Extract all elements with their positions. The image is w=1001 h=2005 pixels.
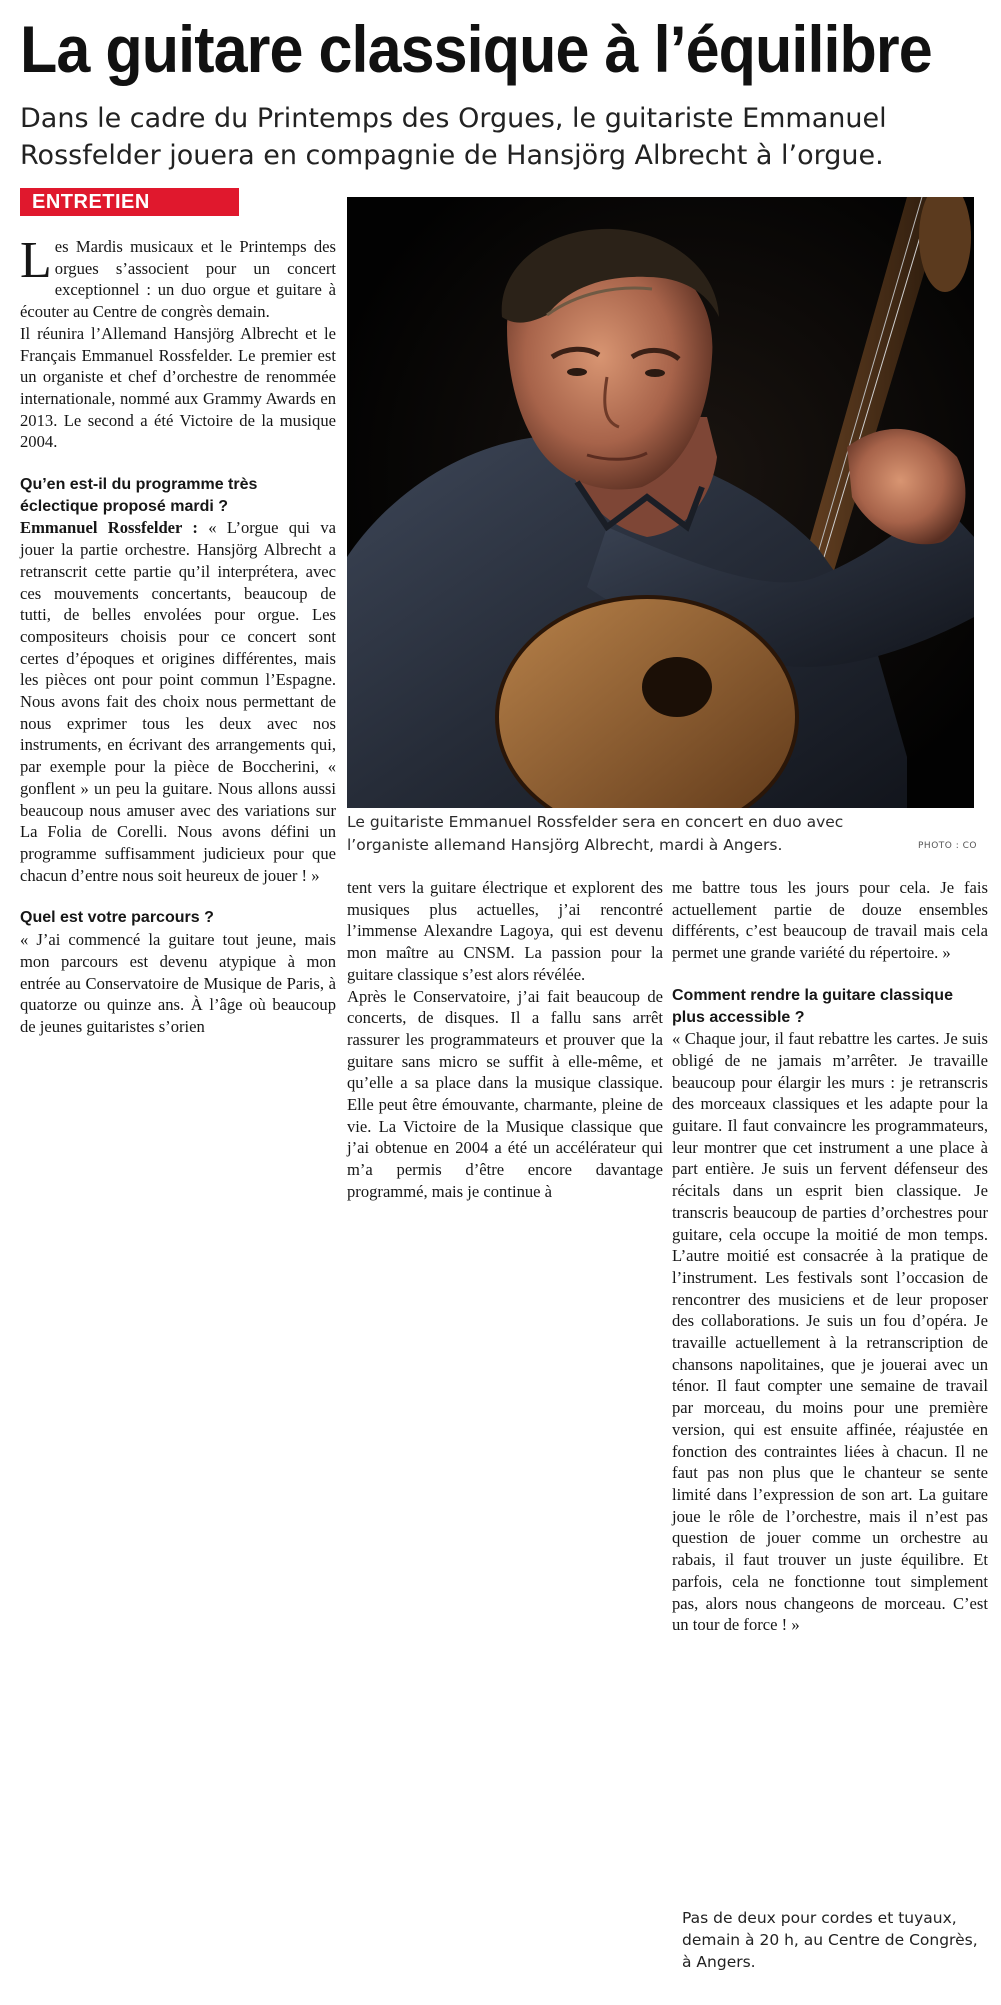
- article-photo: [347, 197, 974, 808]
- event-info: Pas de deux pour cordes et tuyaux, demain à 20 h, au Centre de Congrès, à Angers.: [682, 1909, 978, 1971]
- question-3: Comment rendre la guitare classique plus accessible ?: [672, 986, 953, 1026]
- intro-paragraph: [20, 232, 336, 323]
- column-1: [20, 232, 336, 1038]
- answer-2-part-2: tent vers la guitare électrique et explorent des musiques plus actuelles, j’ai rencontré l’immense Alexandre Lagoya, qui est devenu mon maître au CNSM. La passion pour la guitare classique s’est alors révélée.: [347, 878, 663, 984]
- photo-credit: PHOTO : CO: [918, 841, 977, 851]
- guitarist-photo-illustration: [347, 197, 974, 808]
- answer-1-text: « L’orgue qui va jouer la partie orchestre. Hansjörg Albrecht a retranscrit cette partie qu’il interprétera, avec ces mouvements concertants, beaucoup de tutti, de belles envolées pour orgue. Les compositeurs choisis pour ce concert sont certes d’époques et origines différentes, mais les pièces ont pour point commun l’Espagne. Nous avons fait des choix nous permettant de nous exprimer tous les deux avec nos instruments, en écrivant des arrangements qui, par exemple pour la pièce de Boccherini, « gonflent » un peu la guitare. Nous allons aussi beaucoup nous amuser avec des variations sur La Folia de Corelli. Nous avons défini un programme suffisamment judicieux pour que chacun d’entre nous soit heureux de jouer ! »: [20, 518, 336, 885]
- photo-caption: Le guitariste Emmanuel Rossfelder sera en concert en duo avec l’organiste allemand Hansjörg Albrecht, mardi à Angers.: [347, 813, 844, 854]
- speaker-name: Emmanuel Rossfelder :: [20, 518, 198, 538]
- section-kicker: ENTRETIEN: [20, 188, 239, 216]
- standfirst: Dans le cadre du Printemps des Orgues, le guitariste Emmanuel Rossfelder jouera en compagnie de Hansjörg Albrecht à l’orgue.: [20, 103, 887, 171]
- column-2: [347, 877, 663, 1203]
- answer-2-part-4: me battre tous les jours pour cela. Je fais actuellement partie de douze ensembles différents, c’est beaucoup de travail mais cela permet une grande variété du répertoire. »: [672, 878, 988, 963]
- drop-cap: L: [20, 232, 52, 289]
- column-3: [672, 877, 988, 1636]
- question-1: Qu’en est-il du programme très éclectique proposé mardi ?: [20, 476, 258, 515]
- question-2: Quel est votre parcours ?: [20, 909, 214, 927]
- answer-3: « Chaque jour, il faut rebattre les cartes. Je suis obligé de ne jamais m’arrêter. Je travaille beaucoup pour élargir les murs : je retranscris des morceaux classiques et les adapte pour la guitare. Il faut convaincre les programmateurs, leur montrer que cet instrument a une place à part entière. Je suis un fervent défenseur des récitals dans un esprit bien classique. Je transcris beaucoup de parties d’orchestres pour guitare, cela occupe la moitié de mon temps. L’autre moitié est consacrée à la pratique de l’instrument. Les festivals sont l’occasion de rencontrer des musiciens et de leur proposer des collaborations. Je suis un fou d’opéra. Je travaille actuellement à la retranscription de chansons napolitaines, que je jouerai avec un ténor. Il faut compter une semaine de travail par morceau, du moins pour une première version, qui est ensuite affinée, réajustée en fonction des contraintes liées à chacun. Il ne faut pas non plus que le chanteur se sente limité dans l’expression de son art. La guitare joue le rôle de l’orchestre, mais il n’est pas question de jouer comme un orchestre au rabais, il faut trouver un juste équilibre. Et parfois, cela ne fonctionne tout simplement pas, alors nous changeons de morceau. C’est un tour de force ! »: [672, 1029, 988, 1635]
- intro-text: es Mardis musicaux et le Printemps des orgues s’associent pour un concert exceptionnel : un duo orgue et guitare à écouter au Centre de congrès demain.: [20, 237, 336, 322]
- answer-1: [20, 517, 336, 886]
- answer-2-part-1: « J’ai commencé la guitare tout jeune, mais mon parcours est devenu atypique à mon entrée au Conservatoire de Musique de Paris, à quatorze ou quinze ans. À l’âge où beaucoup de jeunes guitaristes s’orien: [20, 930, 336, 1036]
- intro-paragraph-2: Il réunira l’Allemand Hansjörg Albrecht et le Français Emmanuel Rossfelder. Le premier est un organiste et chef d’orchestre de renommée internationale, nommé aux Grammy Awards en 2013. Le second a été Victoire de la musique 2004.: [20, 323, 336, 452]
- headline: La guitare classique à l’équilibre: [20, 12, 932, 86]
- answer-2-part-3: Après le Conservatoire, j’ai fait beaucoup de concerts, de disques. Il a fallu sans arrêt rassurer les programmateurs et prouver que la guitare sans micro se suffit à elle-même, et qu’elle a sa place dans la musique classique. Elle peut être émouvante, charmante, pleine de vie. La Victoire de la Musique classique que j’ai obtenue en 2004 a été un accélérateur qui m’a permis d’être encore davantage programmé, mais je continue à: [347, 986, 663, 1201]
